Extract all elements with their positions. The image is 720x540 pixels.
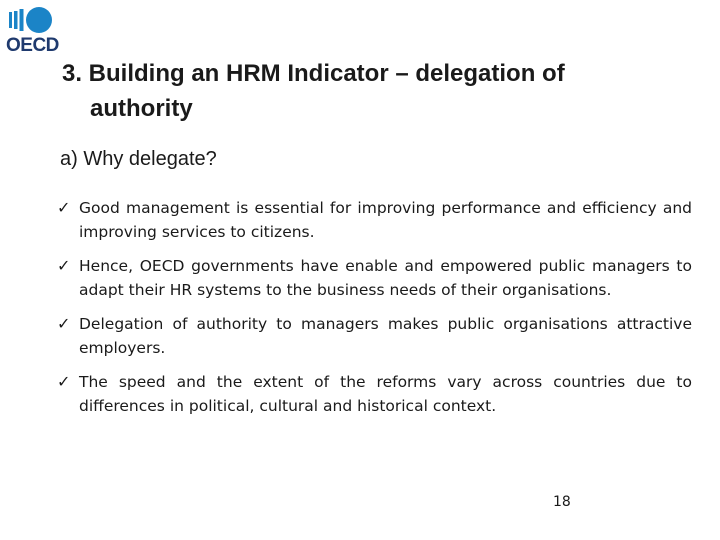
section-subtitle: a) Why delegate? — [60, 148, 217, 170]
bullet-item — [57, 370, 692, 418]
checkmark-icon: ✓ — [57, 372, 71, 391]
slide-title-line1: 3. Building an HRM Indicator – delegation of — [62, 60, 565, 87]
bullet-text: Delegation of authority to managers makes public organisations attractive employers. — [79, 315, 692, 357]
checkmark-icon: ✓ — [57, 198, 71, 217]
bullet-item — [57, 254, 692, 302]
oecd-logo-text: OECD — [6, 35, 59, 56]
bullet-text: Good management is essential for improving performance and efficiency and improving services to citizens. — [79, 199, 692, 241]
bullet-item — [57, 312, 692, 360]
checkmark-icon: ✓ — [57, 314, 71, 333]
bullet-text: Hence, OECD governments have enable and empowered public managers to adapt their HR systems to the business needs of their organisations. — [79, 257, 692, 299]
slide-title — [62, 56, 662, 126]
bullet-item — [57, 196, 692, 244]
bullet-list — [57, 196, 692, 428]
page-number: 18 — [553, 494, 571, 510]
oecd-logo — [6, 6, 58, 56]
checkmark-icon: ✓ — [57, 256, 71, 275]
slide-title-line2: authority — [90, 95, 193, 122]
bullet-text: The speed and the extent of the reforms vary across countries due to differences in political, cultural and historical context. — [79, 373, 692, 415]
